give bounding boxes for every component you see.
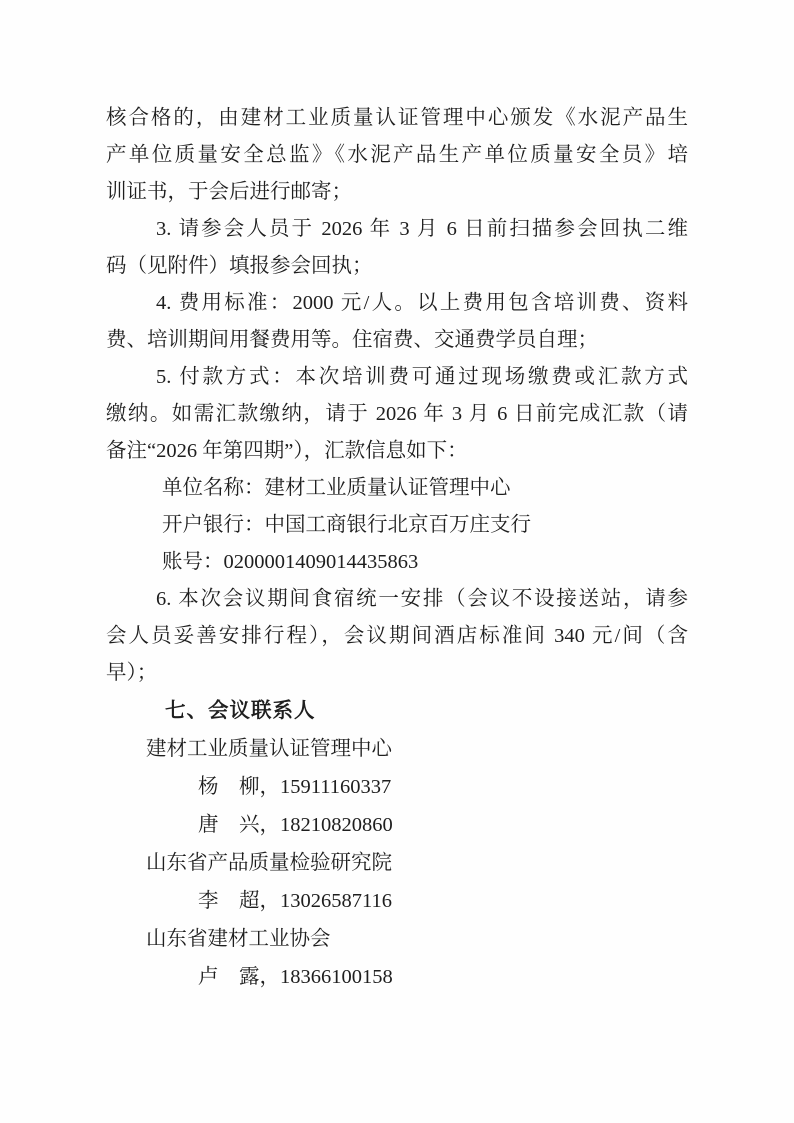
contact-org-line: 山东省产品质量检验研究院: [146, 852, 392, 874]
contact-person-line: 李 超，13026587116: [198, 890, 392, 912]
para-registration-line: 3. 请参会人员于 2026 年 3 月 6 日前扫描参会回执二维: [156, 218, 688, 240]
para-accommodation-line: 早）；: [106, 662, 158, 684]
contact-person-line: 卢 露，18366100158: [198, 966, 393, 988]
contact-org-line: 建材工业质量认证管理中心: [146, 738, 392, 760]
para-accommodation-line: 6. 本次会议期间食宿统一安排（会议不设接送站，请参: [156, 588, 688, 610]
para-fee-line: 费、培训期间用餐费用等。住宿费、交通费学员自理；: [106, 329, 598, 351]
contact-org-line: 山东省建材工业协会: [146, 928, 331, 950]
para-payment-line: 5. 付款方式：本次培训费可通过现场缴费或汇款方式: [156, 366, 688, 388]
para-fee-line: 4. 费用标准：2000 元/人。以上费用包含培训费、资料: [156, 292, 688, 314]
contact-person-line: 唐 兴，18210820860: [198, 814, 393, 836]
para-certificates-line: 产单位质量安全总监》《水泥产品生产单位质量安全员》培: [106, 144, 688, 166]
document-content: [106, 100, 688, 996]
para-certificates-line: 核合格的，由建材工业质量认证管理中心颁发《水泥产品生: [106, 107, 688, 129]
para-accommodation-line: 会人员妥善安排行程），会议期间酒店标准间 340 元/间（含: [106, 625, 688, 647]
remit-bank-line: 开户银行：中国工商银行北京百万庄支行: [162, 514, 531, 536]
remit-account-line: 账号：0200001409014435863: [162, 551, 419, 573]
contacts-section-heading: 七、会议联系人: [165, 699, 316, 722]
para-payment-line: 缴纳。如需汇款缴纳，请于 2026 年 3 月 6 日前完成汇款（请: [106, 403, 688, 425]
remit-org-name-line: 单位名称：建材工业质量认证管理中心: [162, 477, 511, 499]
contact-person-line: 杨 柳，15911160337: [198, 776, 392, 798]
para-registration-line: 码（见附件）填报参会回执；: [106, 255, 373, 277]
para-certificates-line: 训证书，于会后进行邮寄；: [106, 181, 352, 203]
para-payment-line: 备注“2026 年第四期”），汇款信息如下：: [106, 440, 468, 462]
